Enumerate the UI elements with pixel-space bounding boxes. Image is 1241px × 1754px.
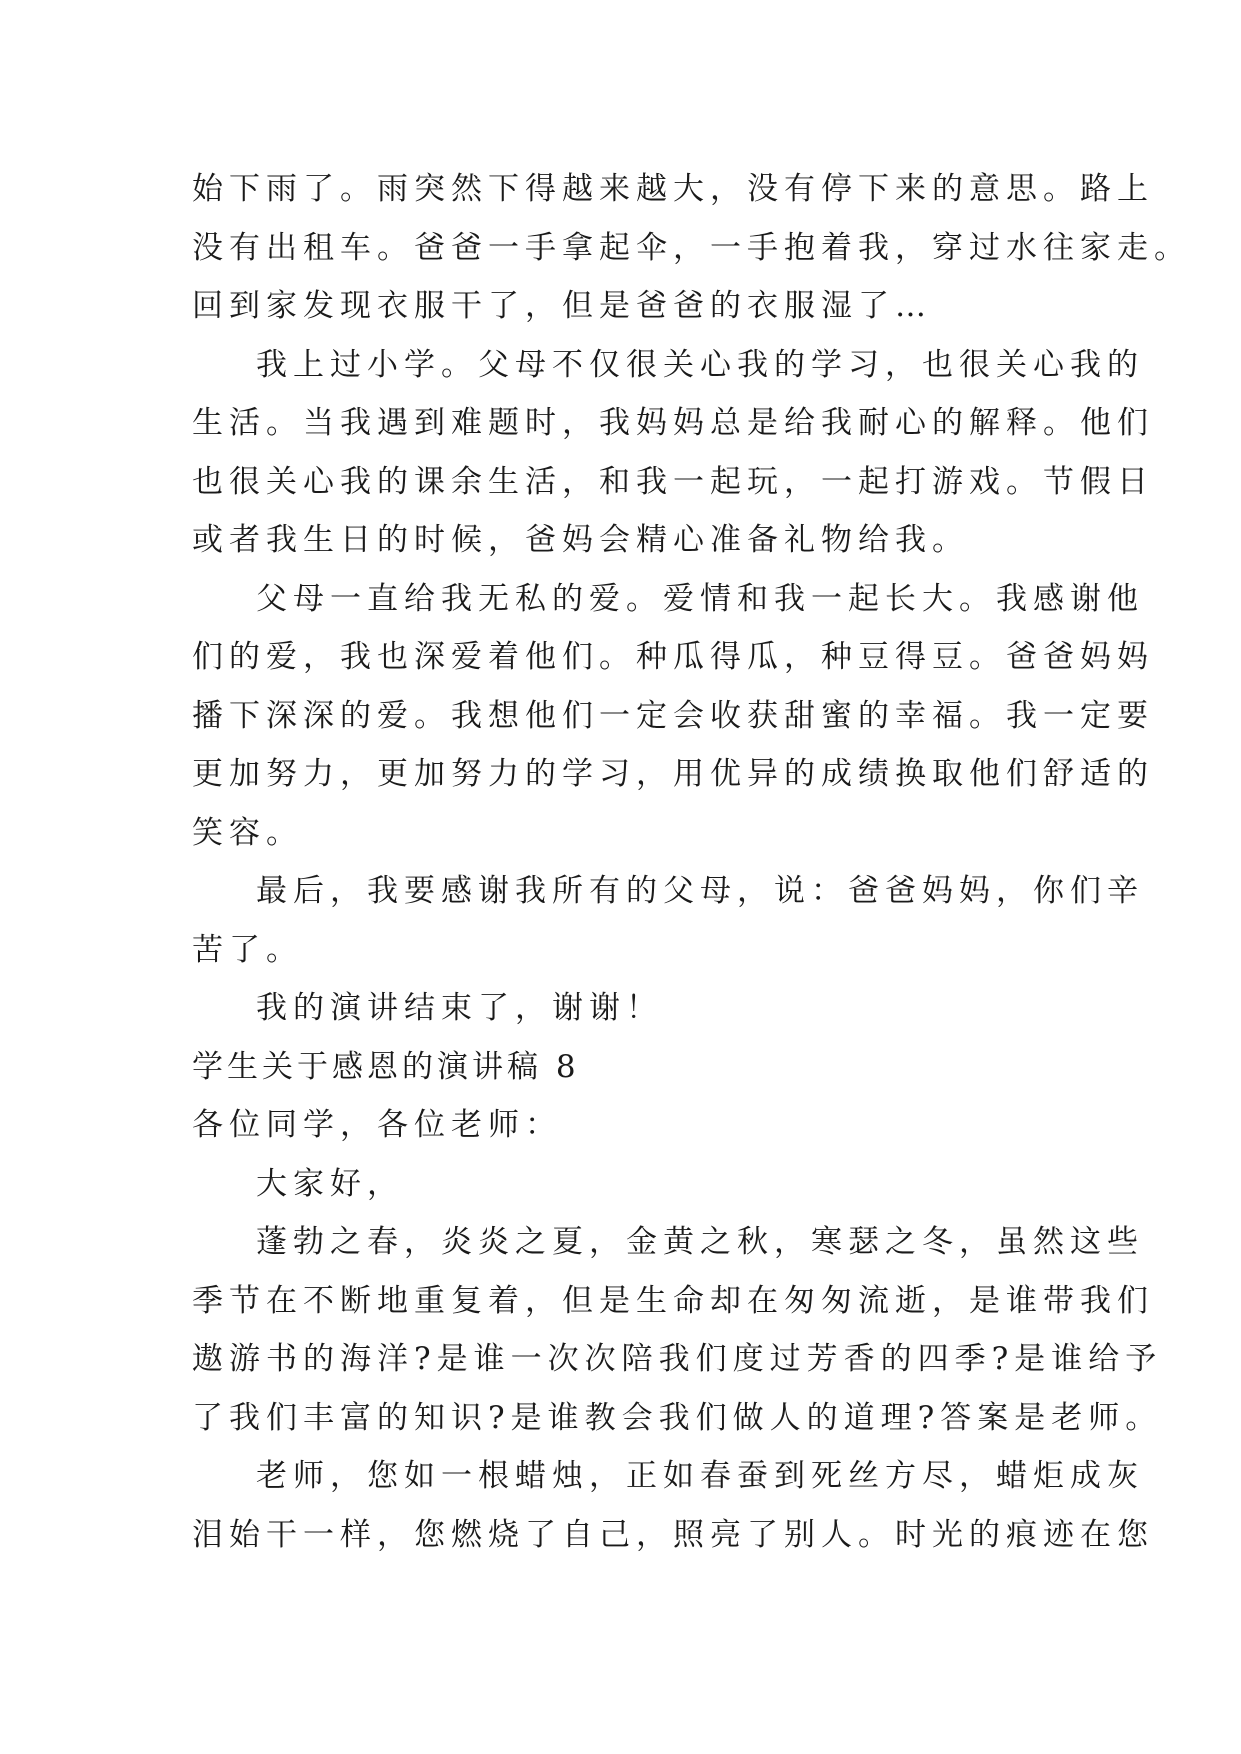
text-line: 生活。当我遇到难题时，我妈妈总是给我耐心的解释。他们 [192,405,1154,441]
text-line: 笑容。 [192,814,303,851]
paragraph-start-line: 我上过小学。父母不仅很关心我的学习，也很关心我的 [256,346,1144,383]
text-line: 播下深深的爱。我想他们一定会收获甜蜜的幸福。我一定要 [192,697,1154,734]
text-line: 泪始干一样，您燃烧了自己，照亮了别人。时光的痕迹在您 [192,1516,1154,1553]
text-line: 没有出租车。爸爸一手拿起伞，一手抱着我，穿过水往家走。 [192,229,1191,266]
paragraph-start-line: 老师，您如一根蜡烛，正如春蚕到死丝方尽，蜡炬成灰 [256,1458,1144,1494]
text-line: 们的爱，我也深爱着他们。种瓜得瓜，种豆得豆。爸爸妈妈 [192,639,1154,675]
paragraph-start-line: 蓬勃之春，炎炎之夏，金黄之秋，寒瑟之冬，虽然这些 [256,1224,1144,1260]
text-line: 或者我生日的时候，爸妈会精心准备礼物给我。 [192,522,969,558]
paragraph-start-line: 我的演讲结束了，谢谢！ [256,990,663,1026]
document-body [192,160,1191,1564]
salutation-line: 各位同学，各位老师： [192,1107,562,1143]
text-line: 了我们丰富的知识?是谁教会我们做人的道理?答案是老师。 [192,1399,1163,1436]
text-line: 季节在不断地重复着，但是生命却在匆匆流逝，是谁带我们 [192,1282,1154,1319]
text-line: 也很关心我的课余生活，和我一起玩，一起打游戏。节假日 [192,463,1154,500]
text-line: 更加努力，更加努力的学习，用优异的成绩换取他们舒适的 [192,756,1154,792]
text-line: 始下雨了。雨突然下得越来越大，没有停下来的意思。路上 [192,171,1154,207]
greeting-line: 大家好， [256,1165,404,1202]
text-line: 遨游书的海洋?是谁一次次陪我们度过芳香的四季?是谁给予 [192,1341,1163,1377]
section-heading: 学生关于感恩的演讲稿 8 [192,1048,580,1085]
paragraph-start-line: 最后，我要感谢我所有的父母，说：爸爸妈妈，你们辛 [256,873,1144,909]
text-line: 回到家发现衣服干了，但是爸爸的衣服湿了… [192,288,932,324]
text-line: 苦了。 [192,931,303,968]
paragraph-start-line: 父母一直给我无私的爱。爱情和我一起长大。我感谢他 [256,580,1144,617]
